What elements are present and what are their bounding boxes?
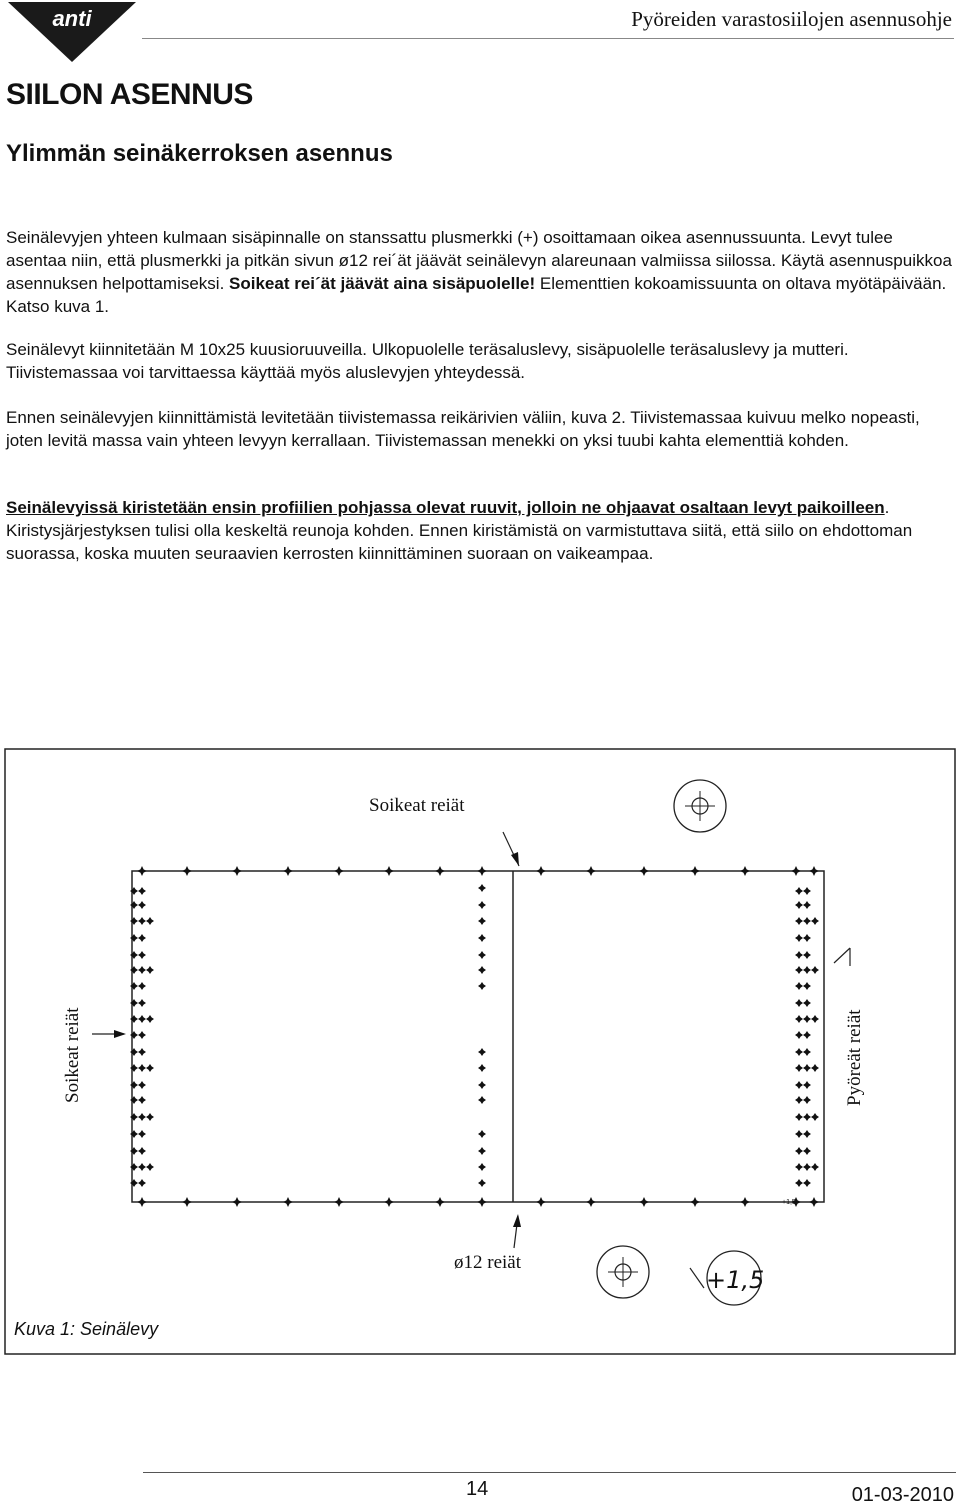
hole-mark — [795, 999, 803, 1007]
page-number: 14 — [466, 1478, 489, 1500]
hole-mark — [536, 1197, 546, 1207]
hole-mark — [130, 999, 138, 1007]
hole-mark — [795, 934, 803, 942]
hole-mark — [795, 887, 803, 895]
hole-marks — [130, 866, 819, 1207]
hole-mark — [803, 1113, 811, 1121]
hole-mark — [384, 1197, 394, 1207]
hole-mark — [477, 1197, 487, 1207]
section-title: Ylimmän seinäkerroksen asennus — [6, 140, 393, 167]
wall-panel-figure — [4, 748, 956, 1355]
hole-mark — [478, 901, 486, 909]
hole-mark — [232, 1197, 242, 1207]
hole-mark — [639, 866, 649, 876]
hole-mark — [130, 982, 138, 990]
hole-mark — [130, 1147, 138, 1155]
paragraph-tightening — [6, 496, 954, 565]
document-title: Pyöreiden varastosiilojen asennusohje — [631, 7, 952, 31]
hole-mark — [811, 1163, 819, 1171]
page-title: SIILON ASENNUS — [6, 78, 253, 111]
paragraph-text: Seinälevyjen yhteen kulmaan sisäpinnalle on stanssattu plusmerkki (+) osoittamaan oikea asennussuunta. Levyt tulee asentaa niin, että plusmerkki ja pitkän sivun ø12 rei´ät jäävät seinälevyn alareunaan valmiissa siilossa. Käytä asennuspuikkoa asennuksen helpottamiseksi. — [6, 228, 952, 293]
wall-panel — [132, 871, 824, 1202]
hole-mark — [536, 866, 546, 876]
hole-mark — [138, 1179, 146, 1187]
hole-mark — [130, 951, 138, 959]
hole-mark — [138, 1113, 146, 1121]
hole-mark — [803, 1179, 811, 1187]
hole-mark — [130, 901, 138, 909]
hole-mark — [795, 1081, 803, 1089]
paragraph-text: . Kiristysjärjestyksen tulisi olla keskeltä reunoja kohden. Ennen kiristämistä on varmistuttava siitä, että siilo on ehdottoman suorassa, koska muuten seuraavien kerrosten kiinnittäminen suoraan on vaikeampaa. — [6, 498, 913, 563]
hole-mark — [283, 866, 293, 876]
hole-mark — [138, 1130, 146, 1138]
hole-mark — [795, 1147, 803, 1155]
emphasis-text: Soikeat rei´ät jäävät aina sisäpuolelle! — [229, 274, 536, 293]
hole-mark — [130, 917, 138, 925]
hole-mark — [138, 951, 146, 959]
hole-mark — [232, 866, 242, 876]
hole-mark — [146, 917, 154, 925]
header-divider — [142, 38, 954, 39]
hole-mark — [478, 1096, 486, 1104]
hole-mark — [795, 966, 803, 974]
hole-mark — [811, 1015, 819, 1023]
leader-right — [834, 948, 850, 963]
hole-mark — [478, 982, 486, 990]
leader-plus-mark — [690, 1268, 704, 1288]
hole-mark — [803, 1130, 811, 1138]
hole-mark — [803, 887, 811, 895]
hole-mark — [130, 966, 138, 974]
label-o12-holes: ø12 reiät — [454, 1252, 522, 1273]
hole-mark — [478, 1064, 486, 1072]
arrow-top — [511, 852, 519, 866]
hole-mark — [478, 951, 486, 959]
hole-mark — [795, 1015, 803, 1023]
hole-mark — [283, 1197, 293, 1207]
hole-mark — [803, 934, 811, 942]
arrow-bottom — [513, 1214, 521, 1227]
hole-mark — [795, 1031, 803, 1039]
arrow-left — [114, 1030, 126, 1038]
hole-mark — [435, 866, 445, 876]
plus-mark-label: +1,5 — [706, 1266, 765, 1294]
hole-mark — [138, 982, 146, 990]
hole-mark — [130, 1015, 138, 1023]
hole-mark — [690, 866, 700, 876]
hole-mark — [795, 917, 803, 925]
hole-mark — [138, 1015, 146, 1023]
hole-mark — [795, 1048, 803, 1056]
hole-mark — [740, 1197, 750, 1207]
hole-mark — [586, 1197, 596, 1207]
hole-mark — [478, 966, 486, 974]
hole-mark — [795, 1163, 803, 1171]
hole-mark — [811, 917, 819, 925]
hole-mark — [130, 1179, 138, 1187]
hole-mark — [137, 866, 147, 876]
hole-mark — [803, 1096, 811, 1104]
hole-mark — [809, 1197, 819, 1207]
hole-mark — [811, 1113, 819, 1121]
hole-mark — [182, 1197, 192, 1207]
figure-caption: Kuva 1: Seinälevy — [14, 1319, 159, 1339]
hole-mark — [639, 1197, 649, 1207]
hole-mark — [690, 1197, 700, 1207]
paragraph-fastening: Seinälevyt kiinnitetään M 10x25 kuusioruuveilla. Ulkopuolelle teräsaluslevy, sisäpuolelle teräsaluslevy ja mutteri. Tiivistemassaa voi tarvittaessa käyttää myös aluslevyjen yhteydessä. — [6, 340, 849, 382]
hole-mark — [146, 966, 154, 974]
hole-mark — [130, 1048, 138, 1056]
hole-mark — [803, 1163, 811, 1171]
hole-mark — [130, 1064, 138, 1072]
company-logo — [8, 2, 136, 64]
hole-mark — [586, 866, 596, 876]
hole-mark — [182, 866, 192, 876]
plus-mark-small: +1,5 — [782, 1199, 796, 1206]
hole-mark — [138, 966, 146, 974]
hole-mark — [795, 982, 803, 990]
hole-mark — [795, 901, 803, 909]
hole-mark — [478, 1179, 486, 1187]
hole-mark — [138, 1096, 146, 1104]
hole-mark — [803, 982, 811, 990]
hole-mark — [138, 1147, 146, 1155]
hole-mark — [803, 1064, 811, 1072]
hole-mark — [477, 866, 487, 876]
hole-mark — [795, 1113, 803, 1121]
hole-mark — [138, 1081, 146, 1089]
hole-mark — [478, 1130, 486, 1138]
label-oval-holes-top: Soikeat reiät — [369, 795, 465, 816]
hole-mark — [809, 866, 819, 876]
hole-mark — [138, 901, 146, 909]
hole-mark — [803, 966, 811, 974]
hole-mark — [803, 1081, 811, 1089]
hole-mark — [811, 1064, 819, 1072]
hole-mark — [811, 966, 819, 974]
paragraph-text: Elementtien kokoamissuunta on oltava myötäpäivään. Katso kuva 1. — [6, 274, 947, 316]
hole-mark — [130, 1081, 138, 1089]
hole-mark — [740, 866, 750, 876]
hole-mark — [137, 1197, 147, 1207]
hole-mark — [803, 1031, 811, 1039]
hole-mark — [795, 1096, 803, 1104]
hole-mark — [130, 1031, 138, 1039]
footer-divider — [143, 1472, 956, 1473]
hole-mark — [478, 1081, 486, 1089]
hole-mark — [478, 1163, 486, 1171]
hole-mark — [138, 1064, 146, 1072]
hole-mark — [803, 1147, 811, 1155]
hole-mark — [435, 1197, 445, 1207]
hole-mark — [138, 917, 146, 925]
hole-mark — [146, 1015, 154, 1023]
label-oval-holes-left: Soikeat reiät — [62, 1007, 83, 1103]
hole-mark — [384, 866, 394, 876]
paragraph-orientation — [6, 226, 954, 318]
hole-mark — [478, 1147, 486, 1155]
label-round-holes-right: Pyöreät reiät — [844, 1009, 865, 1106]
paragraph-sealant: Ennen seinälevyjen kiinnittämistä levitetään tiivistemassa reikärivien väliin, kuva 2. Tiivistemassaa kuivuu melko nopeasti, joten levitä massa vain yhteen levyyn kerrallaan. Tiivistemassan menekki on yksi tuubi kahta elementtiä kohden. — [6, 408, 920, 450]
hole-mark — [334, 866, 344, 876]
hole-mark — [791, 866, 801, 876]
logo-text: anti — [52, 6, 92, 31]
hole-mark — [146, 1163, 154, 1171]
hole-mark — [130, 887, 138, 895]
hole-mark — [795, 1130, 803, 1138]
hole-mark — [146, 1113, 154, 1121]
hole-mark — [130, 934, 138, 942]
hole-mark — [478, 884, 486, 892]
hole-mark — [795, 1064, 803, 1072]
hole-mark — [478, 1048, 486, 1056]
hole-mark — [803, 951, 811, 959]
hole-mark — [138, 1048, 146, 1056]
hole-mark — [130, 1113, 138, 1121]
hole-mark — [795, 1179, 803, 1187]
hole-mark — [795, 951, 803, 959]
hole-mark — [138, 1031, 146, 1039]
emphasis-underlined-text: Seinälevyissä kiristetään ensin profiilien pohjassa olevat ruuvit, jolloin ne ohjaavat osaltaan levyt paikoilleen — [6, 498, 885, 517]
hole-mark — [803, 901, 811, 909]
hole-mark — [803, 999, 811, 1007]
hole-mark — [146, 1064, 154, 1072]
hole-mark — [138, 887, 146, 895]
hole-mark — [138, 934, 146, 942]
hole-mark — [130, 1096, 138, 1104]
hole-mark — [138, 1163, 146, 1171]
hole-mark — [803, 1048, 811, 1056]
hole-mark — [478, 917, 486, 925]
hole-mark — [478, 934, 486, 942]
hole-mark — [803, 917, 811, 925]
hole-mark — [130, 1130, 138, 1138]
hole-mark — [803, 1015, 811, 1023]
hole-mark — [130, 1163, 138, 1171]
document-date: 01-03-2010 — [851, 1484, 954, 1506]
hole-mark — [334, 1197, 344, 1207]
hole-mark — [138, 999, 146, 1007]
